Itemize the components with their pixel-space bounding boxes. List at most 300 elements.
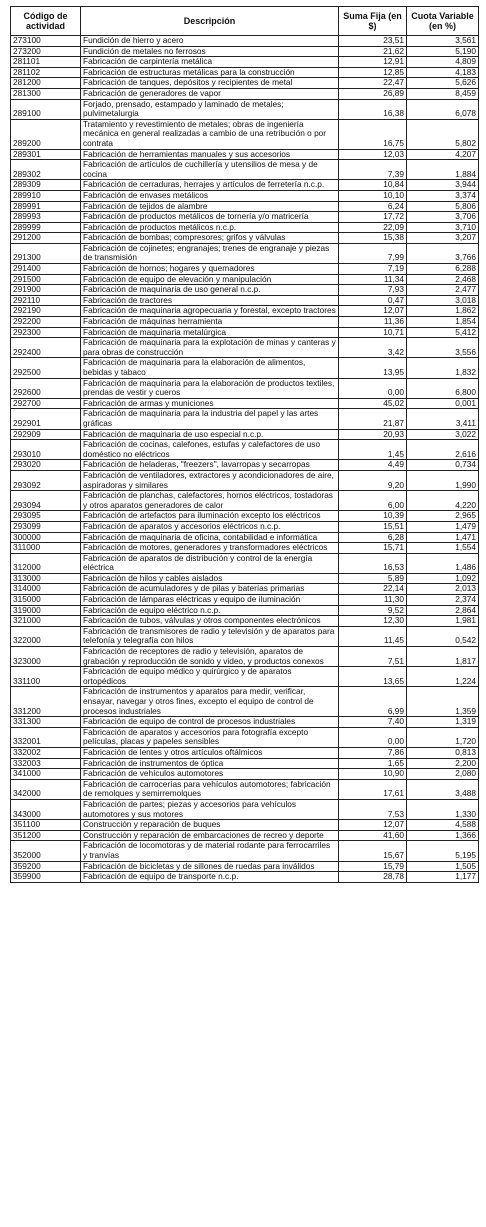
variable-rate-cell: 1,854 <box>407 317 479 328</box>
variable-rate-cell: 3,944 <box>407 180 479 191</box>
description-cell: Fabricación de lentes y otros artículos oftálmicos <box>81 747 339 758</box>
variable-rate-cell: 4,207 <box>407 149 479 160</box>
variable-rate-cell: 3,411 <box>407 409 479 429</box>
fixed-amount-cell: 17,61 <box>339 779 407 799</box>
fixed-amount-cell: 10,71 <box>339 327 407 338</box>
description-cell: Fabricación de instrumentos y aparatos para medir, verificar, ensayar, navegar y otros fines, excepto el equipo de control de procesos industriales <box>81 687 339 717</box>
description-cell: Fabricación de productos metálicos de tornería y/o matricería <box>81 212 339 223</box>
table-row <box>11 160 479 180</box>
fixed-amount-cell: 16,75 <box>339 119 407 149</box>
fixed-amount-cell: 16,38 <box>339 99 407 119</box>
variable-rate-cell: 2,477 <box>407 285 479 296</box>
activity-code-cell: 289910 <box>11 190 81 201</box>
fixed-amount-cell: 12,91 <box>339 57 407 68</box>
description-cell: Fabricación de herramientas manuales y sus accesorios <box>81 149 339 160</box>
description-cell: Fabricación de bicicletas y de sillones de ruedas para inválidos <box>81 861 339 872</box>
table-row <box>11 274 479 285</box>
table-row <box>11 212 479 223</box>
activity-code-cell: 359900 <box>11 872 81 883</box>
description-cell: Fabricación de instrumentos de óptica <box>81 758 339 769</box>
fixed-amount-cell: 20,93 <box>339 429 407 440</box>
table-row <box>11 830 479 841</box>
description-cell: Fabricación de ventiladores, extractores y acondicionadores de aire, aspiradoras y similares <box>81 470 339 490</box>
activity-code-cell: 293020 <box>11 460 81 471</box>
table-row <box>11 243 479 263</box>
variable-rate-cell: 3,706 <box>407 212 479 223</box>
table-row <box>11 841 479 861</box>
activity-code-cell: 292400 <box>11 338 81 358</box>
activity-code-cell: 332001 <box>11 727 81 747</box>
activity-code-cell: 292190 <box>11 306 81 317</box>
fixed-amount-cell: 7,19 <box>339 264 407 275</box>
activity-code-cell: 332002 <box>11 747 81 758</box>
description-cell: Tratamiento y revestimiento de metales; obras de ingeniería mecánica en general realizadas a cambio de una retribución o por contrata <box>81 119 339 149</box>
variable-rate-cell: 1,862 <box>407 306 479 317</box>
table-row <box>11 306 479 317</box>
table-row <box>11 201 479 212</box>
activity-code-cell: 322000 <box>11 626 81 646</box>
table-row <box>11 78 479 89</box>
table-row <box>11 747 479 758</box>
fixed-amount-cell: 7,93 <box>339 285 407 296</box>
activity-code-cell: 293094 <box>11 491 81 511</box>
variable-rate-cell: 1,884 <box>407 160 479 180</box>
fixed-amount-cell: 45,02 <box>339 398 407 409</box>
table-row <box>11 409 479 429</box>
variable-rate-cell: 1,177 <box>407 872 479 883</box>
description-cell: Fabricación de equipo eléctrico n.c.p. <box>81 605 339 616</box>
description-cell: Construcción y reparación de buques <box>81 820 339 831</box>
activity-code-cell: 312000 <box>11 553 81 573</box>
activity-code-cell: 291300 <box>11 243 81 263</box>
activity-code-cell: 293010 <box>11 440 81 460</box>
fixed-amount-cell: 23,51 <box>339 36 407 47</box>
variable-rate-cell: 5,190 <box>407 46 479 57</box>
variable-rate-cell: 3,766 <box>407 243 479 263</box>
variable-rate-cell: 2,374 <box>407 595 479 606</box>
table-row <box>11 727 479 747</box>
description-cell: Fabricación de cerraduras, herrajes y artículos de ferretería n.c.p. <box>81 180 339 191</box>
activity-code-cell: 315000 <box>11 595 81 606</box>
table-row <box>11 46 479 57</box>
variable-rate-cell: 6,078 <box>407 99 479 119</box>
activity-code-cell: 332003 <box>11 758 81 769</box>
activity-code-cell: 292700 <box>11 398 81 409</box>
document-page <box>10 6 478 883</box>
activity-code-cell: 359200 <box>11 861 81 872</box>
variable-rate-cell: 1,554 <box>407 543 479 554</box>
activity-code-cell: 331200 <box>11 687 81 717</box>
description-cell: Construcción y reparación de embarcaciones de recreo y deporte <box>81 830 339 841</box>
fixed-amount-cell: 4,49 <box>339 460 407 471</box>
activity-code-cell: 292500 <box>11 358 81 378</box>
fixed-amount-cell: 15,71 <box>339 543 407 554</box>
fixed-amount-cell: 0,00 <box>339 378 407 398</box>
activity-code-cell: 291900 <box>11 285 81 296</box>
variable-rate-cell: 1,479 <box>407 521 479 532</box>
fixed-amount-cell: 6,99 <box>339 687 407 717</box>
description-cell: Fabricación de tractores <box>81 295 339 306</box>
variable-rate-cell: 2,080 <box>407 769 479 780</box>
table-row <box>11 799 479 819</box>
description-cell: Fabricación de receptores de radio y televisión, aparatos de grabación y reproducción de sonido y video, y productos conexos <box>81 647 339 667</box>
activity-code-cell: 321000 <box>11 616 81 627</box>
table-row <box>11 317 479 328</box>
variable-rate-cell: 1,366 <box>407 830 479 841</box>
activity-code-cell: 343000 <box>11 799 81 819</box>
description-cell: Fabricación de equipo de elevación y manipulación <box>81 274 339 285</box>
activity-code-cell: 292909 <box>11 429 81 440</box>
activity-code-cell: 289991 <box>11 201 81 212</box>
variable-rate-cell: 1,486 <box>407 553 479 573</box>
description-cell: Fabricación de carrocerías para vehículos automotores; fabricación de remolques y semirremolques <box>81 779 339 799</box>
fixed-amount-cell: 15,38 <box>339 233 407 244</box>
variable-rate-cell: 3,556 <box>407 338 479 358</box>
table-row <box>11 573 479 584</box>
description-cell: Fabricación de hornos; hogares y quemadores <box>81 264 339 275</box>
activity-code-cell: 300000 <box>11 532 81 543</box>
fixed-amount-cell: 41,60 <box>339 830 407 841</box>
fixed-amount-cell: 7,40 <box>339 717 407 728</box>
description-cell: Fabricación de maquinaria de oficina, contabilidad e informática <box>81 532 339 543</box>
table-row <box>11 429 479 440</box>
activity-code-cell: 281102 <box>11 67 81 78</box>
table-row <box>11 67 479 78</box>
variable-rate-cell: 3,018 <box>407 295 479 306</box>
variable-rate-cell: 1,092 <box>407 573 479 584</box>
table-row <box>11 119 479 149</box>
description-cell: Fabricación de lámparas eléctricas y equipo de iluminación <box>81 595 339 606</box>
table-row <box>11 553 479 573</box>
description-cell: Fundición de metales no ferrosos <box>81 46 339 57</box>
activity-code-cell: 341000 <box>11 769 81 780</box>
activity-code-cell: 352000 <box>11 841 81 861</box>
description-cell: Fabricación de transmisores de radio y televisión y de aparatos para telefonía y telegrafía con hilos <box>81 626 339 646</box>
fixed-amount-cell: 12,85 <box>339 67 407 78</box>
fixed-amount-cell: 15,67 <box>339 841 407 861</box>
description-cell: Fabricación de aparatos de distribución y control de la energía eléctrica <box>81 553 339 573</box>
fixed-amount-cell: 22,09 <box>339 222 407 233</box>
fixed-amount-cell: 10,10 <box>339 190 407 201</box>
description-cell: Fabricación de tejidos de alambre <box>81 201 339 212</box>
fixed-amount-cell: 11,30 <box>339 595 407 606</box>
activity-code-cell: 291200 <box>11 233 81 244</box>
activity-code-cell: 291500 <box>11 274 81 285</box>
table-row <box>11 460 479 471</box>
activity-code-cell: 281200 <box>11 78 81 89</box>
activity-code-cell: 323000 <box>11 647 81 667</box>
fixed-amount-cell: 28,78 <box>339 872 407 883</box>
fixed-amount-cell: 15,79 <box>339 861 407 872</box>
fixed-amount-cell: 11,34 <box>339 274 407 285</box>
header-description: Descripción <box>81 7 339 36</box>
description-cell: Fabricación de estructuras metálicas para la construcción <box>81 67 339 78</box>
description-cell: Fabricación de maquinaria para la elaboración de alimentos, bebidas y tabaco <box>81 358 339 378</box>
activity-code-cell: 289999 <box>11 222 81 233</box>
table-row <box>11 440 479 460</box>
table-row <box>11 820 479 831</box>
description-cell: Forjado, prensado, estampado y laminado de metales; pulvimetalurgia <box>81 99 339 119</box>
variable-rate-cell: 3,374 <box>407 190 479 201</box>
fixed-amount-cell: 6,24 <box>339 201 407 212</box>
table-row <box>11 595 479 606</box>
activity-code-cell: 351200 <box>11 830 81 841</box>
variable-rate-cell: 6,288 <box>407 264 479 275</box>
table-row <box>11 687 479 717</box>
variable-rate-cell: 3,488 <box>407 779 479 799</box>
header-activity-code: Código de actividad <box>11 7 81 36</box>
fixed-amount-cell: 13,95 <box>339 358 407 378</box>
variable-rate-cell: 0,001 <box>407 398 479 409</box>
table-row <box>11 338 479 358</box>
table-row <box>11 378 479 398</box>
fixed-amount-cell: 10,90 <box>339 769 407 780</box>
variable-rate-cell: 2,864 <box>407 605 479 616</box>
variable-rate-cell: 3,561 <box>407 36 479 47</box>
description-cell: Fabricación de equipo de control de procesos industriales <box>81 717 339 728</box>
description-cell: Fabricación de máquinas herramienta <box>81 317 339 328</box>
variable-rate-cell: 8,459 <box>407 88 479 99</box>
variable-rate-cell: 1,359 <box>407 687 479 717</box>
fixed-amount-cell: 26,89 <box>339 88 407 99</box>
fixed-amount-cell: 0,00 <box>339 727 407 747</box>
variable-rate-cell: 5,195 <box>407 841 479 861</box>
table-row <box>11 57 479 68</box>
description-cell: Fabricación de motores, generadores y transformadores eléctricos <box>81 543 339 554</box>
table-row <box>11 511 479 522</box>
description-cell: Fabricación de tanques, depósitos y recipientes de metal <box>81 78 339 89</box>
description-cell: Fabricación de equipo médico y quirúrgico y de aparatos ortopédicos <box>81 667 339 687</box>
description-cell: Fabricación de aparatos y accesorios eléctricos n.c.p. <box>81 521 339 532</box>
fixed-amount-cell: 3,42 <box>339 338 407 358</box>
fixed-amount-cell: 6,28 <box>339 532 407 543</box>
description-cell: Fabricación de artefactos para iluminación excepto los eléctricos <box>81 511 339 522</box>
activity-code-cell: 293095 <box>11 511 81 522</box>
variable-rate-cell: 5,802 <box>407 119 479 149</box>
table-row <box>11 285 479 296</box>
table-row <box>11 647 479 667</box>
variable-rate-cell: 1,832 <box>407 358 479 378</box>
table-row <box>11 327 479 338</box>
variable-rate-cell: 4,220 <box>407 491 479 511</box>
description-cell: Fabricación de maquinaria de uso especial n.c.p. <box>81 429 339 440</box>
description-cell: Fabricación de productos metálicos n.c.p. <box>81 222 339 233</box>
table-row <box>11 470 479 490</box>
variable-rate-cell: 1,471 <box>407 532 479 543</box>
variable-rate-cell: 5,626 <box>407 78 479 89</box>
activity-code-cell: 293092 <box>11 470 81 490</box>
variable-rate-cell: 2,468 <box>407 274 479 285</box>
activity-code-cell: 292600 <box>11 378 81 398</box>
header-variable-rate: Cuota Variable (en %) <box>407 7 479 36</box>
fixed-amount-cell: 7,99 <box>339 243 407 263</box>
fixed-amount-cell: 12,03 <box>339 149 407 160</box>
variable-rate-cell: 3,207 <box>407 233 479 244</box>
fixed-amount-cell: 12,07 <box>339 306 407 317</box>
variable-rate-cell: 1,319 <box>407 717 479 728</box>
fixed-amount-cell: 16,53 <box>339 553 407 573</box>
table-row <box>11 233 479 244</box>
variable-rate-cell: 2,616 <box>407 440 479 460</box>
table-row <box>11 149 479 160</box>
fixed-amount-cell: 7,39 <box>339 160 407 180</box>
table-row <box>11 358 479 378</box>
variable-rate-cell: 1,720 <box>407 727 479 747</box>
fixed-amount-cell: 12,07 <box>339 820 407 831</box>
table-row <box>11 222 479 233</box>
table-row <box>11 717 479 728</box>
table-row <box>11 99 479 119</box>
variable-rate-cell: 2,200 <box>407 758 479 769</box>
description-cell: Fabricación de generadores de vapor <box>81 88 339 99</box>
header-fixed-amount: Suma Fija (en $) <box>339 7 407 36</box>
fixed-amount-cell: 1,45 <box>339 440 407 460</box>
activity-code-cell: 313000 <box>11 573 81 584</box>
variable-rate-cell: 6,800 <box>407 378 479 398</box>
activity-code-cell: 289100 <box>11 99 81 119</box>
activity-code-cell: 273200 <box>11 46 81 57</box>
table-row <box>11 264 479 275</box>
activity-code-cell: 291400 <box>11 264 81 275</box>
fixed-amount-cell: 22,14 <box>339 584 407 595</box>
variable-rate-cell: 1,505 <box>407 861 479 872</box>
activity-code-cell: 289309 <box>11 180 81 191</box>
description-cell: Fabricación de maquinaria metalúrgica <box>81 327 339 338</box>
fixed-amount-cell: 6,00 <box>339 491 407 511</box>
description-cell: Fabricación de planchas, calefactores, hornos eléctricos, tostadoras y otros aparatos generadores de calor <box>81 491 339 511</box>
description-cell: Fabricación de artículos de cuchillería y utensilios de mesa y de cocina <box>81 160 339 180</box>
table-row <box>11 667 479 687</box>
fixed-amount-cell: 5,89 <box>339 573 407 584</box>
activity-code-cell: 289302 <box>11 160 81 180</box>
description-cell: Fabricación de acumuladores y de pilas y baterías primarias <box>81 584 339 595</box>
activity-code-cell: 331300 <box>11 717 81 728</box>
variable-rate-cell: 0,734 <box>407 460 479 471</box>
variable-rate-cell: 3,710 <box>407 222 479 233</box>
variable-rate-cell: 1,330 <box>407 799 479 819</box>
table-row <box>11 872 479 883</box>
description-cell: Fabricación de partes; piezas y accesorios para vehículos automotores y sus motores <box>81 799 339 819</box>
fixed-amount-cell: 10,84 <box>339 180 407 191</box>
fixed-amount-cell: 17,72 <box>339 212 407 223</box>
table-row <box>11 769 479 780</box>
fixed-amount-cell: 0,47 <box>339 295 407 306</box>
table-row <box>11 758 479 769</box>
description-cell: Fabricación de vehículos automotores <box>81 769 339 780</box>
description-cell: Fabricación de heladeras, "freezers", lavarropas y secarropas <box>81 460 339 471</box>
fixed-amount-cell: 15,51 <box>339 521 407 532</box>
activity-code-cell: 351100 <box>11 820 81 831</box>
activity-code-cell: 292300 <box>11 327 81 338</box>
fixed-amount-cell: 7,86 <box>339 747 407 758</box>
description-cell: Fabricación de equipo de transporte n.c.p. <box>81 872 339 883</box>
table-row <box>11 616 479 627</box>
table-row <box>11 190 479 201</box>
description-cell: Fabricación de cocinas, calefones, estufas y calefactores de uso doméstico no eléctricos <box>81 440 339 460</box>
table-row <box>11 605 479 616</box>
table-row <box>11 36 479 47</box>
activity-rates-table <box>10 6 479 883</box>
fixed-amount-cell: 7,51 <box>339 647 407 667</box>
variable-rate-cell: 5,412 <box>407 327 479 338</box>
fixed-amount-cell: 21,62 <box>339 46 407 57</box>
activity-code-cell: 289301 <box>11 149 81 160</box>
description-cell: Fabricación de hilos y cables aislados <box>81 573 339 584</box>
fixed-amount-cell: 13,65 <box>339 667 407 687</box>
table-row <box>11 543 479 554</box>
variable-rate-cell: 4,588 <box>407 820 479 831</box>
table-row <box>11 521 479 532</box>
fixed-amount-cell: 11,36 <box>339 317 407 328</box>
table-row <box>11 88 479 99</box>
fixed-amount-cell: 9,52 <box>339 605 407 616</box>
description-cell: Fabricación de tubos, válvulas y otros componentes electrónicos <box>81 616 339 627</box>
fixed-amount-cell: 21,87 <box>339 409 407 429</box>
activity-code-cell: 319000 <box>11 605 81 616</box>
table-row <box>11 626 479 646</box>
activity-code-cell: 289993 <box>11 212 81 223</box>
activity-code-cell: 292901 <box>11 409 81 429</box>
table-body <box>11 36 479 883</box>
activity-code-cell: 331100 <box>11 667 81 687</box>
variable-rate-cell: 2,965 <box>407 511 479 522</box>
variable-rate-cell: 1,817 <box>407 647 479 667</box>
variable-rate-cell: 4,809 <box>407 57 479 68</box>
description-cell: Fabricación de maquinaria de uso general n.c.p. <box>81 285 339 296</box>
description-cell: Fundición de hierro y acero <box>81 36 339 47</box>
description-cell: Fabricación de maquinaria agropecuaria y forestal, excepto tractores <box>81 306 339 317</box>
fixed-amount-cell: 22,47 <box>339 78 407 89</box>
table-row <box>11 491 479 511</box>
variable-rate-cell: 1,224 <box>407 667 479 687</box>
description-cell: Fabricación de envases metálicos <box>81 190 339 201</box>
description-cell: Fabricación de cojinetes; engranajes; trenes de engranaje y piezas de transmisión <box>81 243 339 263</box>
table-header-row <box>11 7 479 36</box>
activity-code-cell: 281300 <box>11 88 81 99</box>
variable-rate-cell: 2,013 <box>407 584 479 595</box>
description-cell: Fabricación de carpintería metálica <box>81 57 339 68</box>
activity-code-cell: 311000 <box>11 543 81 554</box>
table-row <box>11 532 479 543</box>
table-row <box>11 295 479 306</box>
description-cell: Fabricación de maquinaria para la industria del papel y las artes gráficas <box>81 409 339 429</box>
table-row <box>11 861 479 872</box>
activity-code-cell: 342000 <box>11 779 81 799</box>
variable-rate-cell: 0,542 <box>407 626 479 646</box>
variable-rate-cell: 1,990 <box>407 470 479 490</box>
table-row <box>11 779 479 799</box>
description-cell: Fabricación de armas y municiones <box>81 398 339 409</box>
activity-code-cell: 314000 <box>11 584 81 595</box>
variable-rate-cell: 0,813 <box>407 747 479 758</box>
fixed-amount-cell: 7,53 <box>339 799 407 819</box>
description-cell: Fabricación de maquinaria para la elaboración de productos textiles, prendas de vestir y cueros <box>81 378 339 398</box>
fixed-amount-cell: 1,65 <box>339 758 407 769</box>
table-row <box>11 398 479 409</box>
variable-rate-cell: 5,806 <box>407 201 479 212</box>
activity-code-cell: 292200 <box>11 317 81 328</box>
variable-rate-cell: 1,981 <box>407 616 479 627</box>
description-cell: Fabricación de locomotoras y de material rodante para ferrocarriles y tranvías <box>81 841 339 861</box>
description-cell: Fabricación de maquinaria para la explotación de minas y canteras y para obras de construcción <box>81 338 339 358</box>
table-row <box>11 584 479 595</box>
fixed-amount-cell: 11,45 <box>339 626 407 646</box>
variable-rate-cell: 4,183 <box>407 67 479 78</box>
table-row <box>11 180 479 191</box>
activity-code-cell: 289200 <box>11 119 81 149</box>
description-cell: Fabricación de aparatos y accesorios para fotografía excepto películas, placas y papeles sensibles <box>81 727 339 747</box>
fixed-amount-cell: 12,30 <box>339 616 407 627</box>
